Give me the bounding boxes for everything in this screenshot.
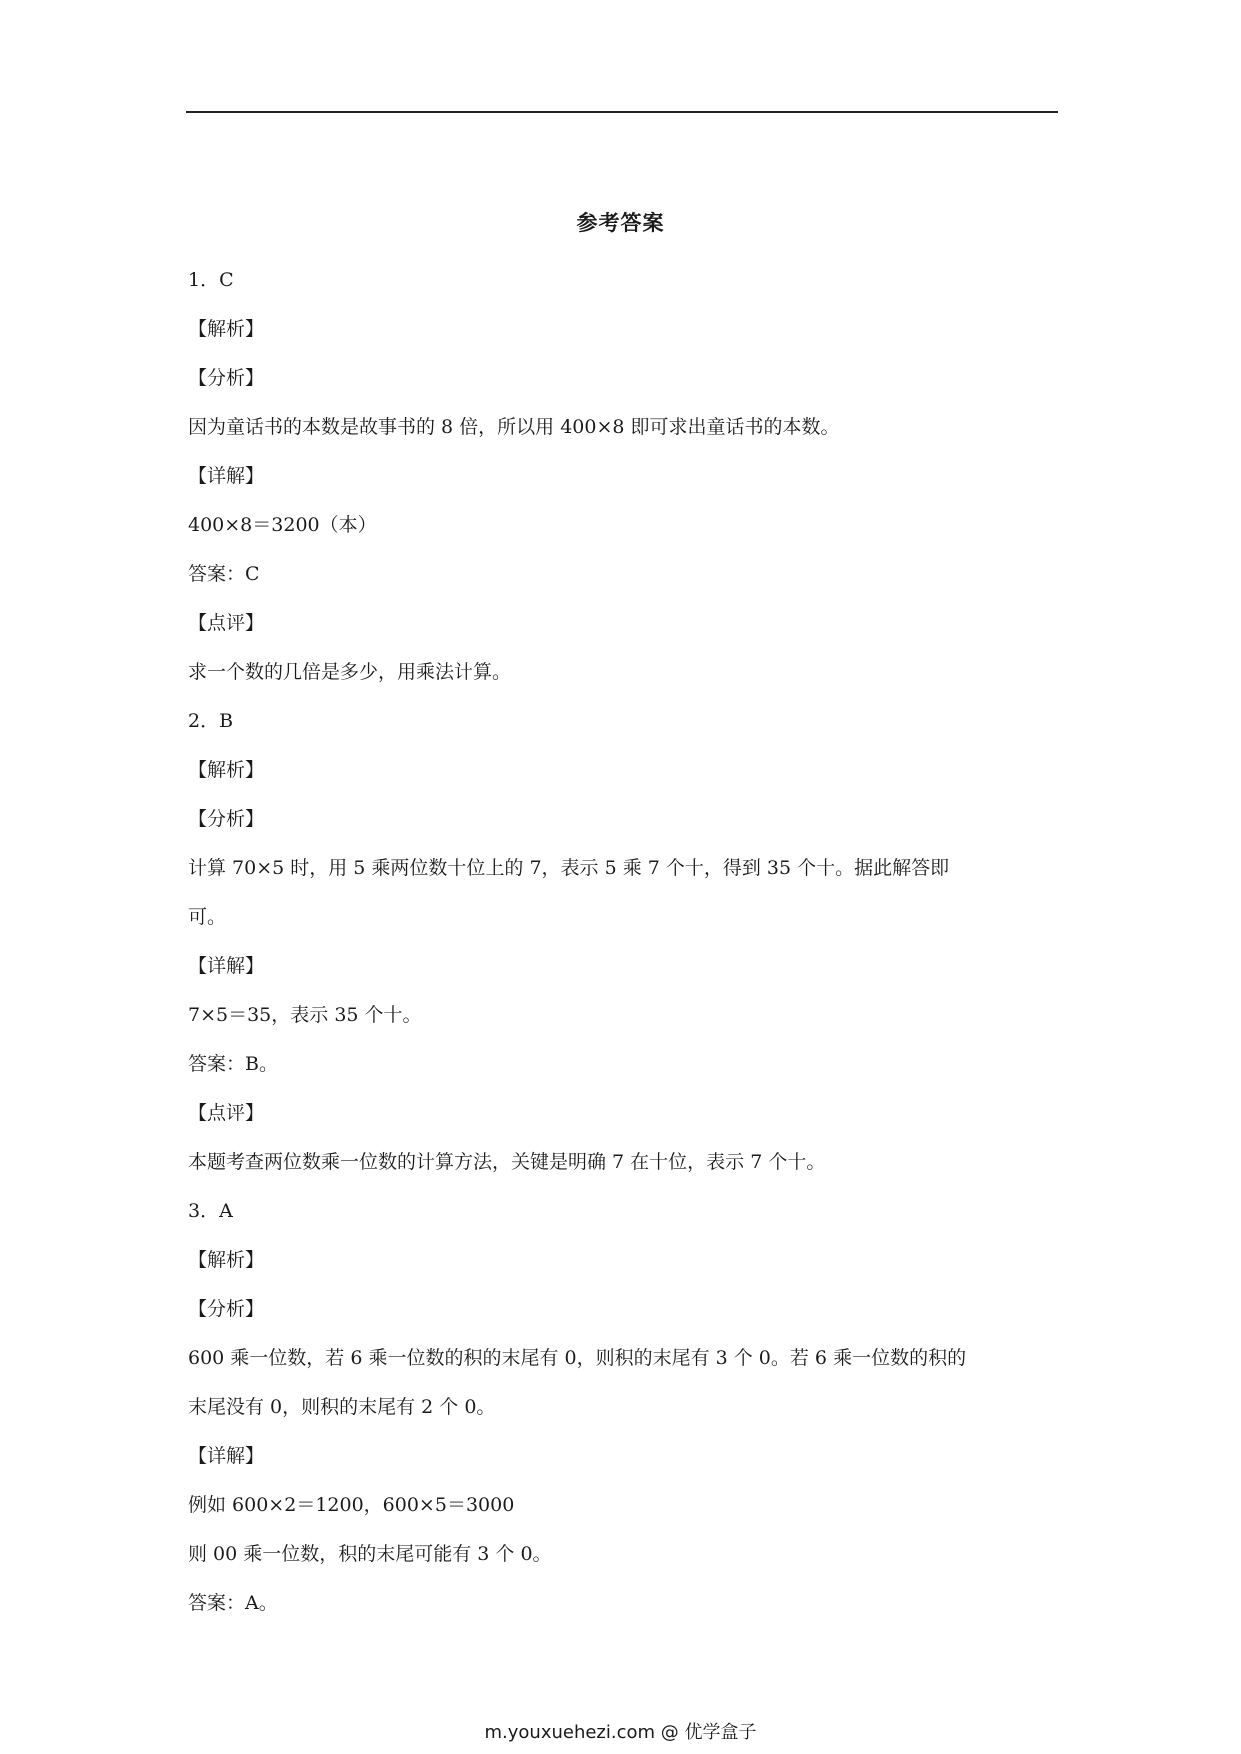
- answer-line: 7×5＝35，表示 35 个十。: [188, 1004, 422, 1026]
- answer-line: 【详解】: [188, 1445, 265, 1467]
- answer-line: 【点评】: [188, 1102, 265, 1124]
- answer-line: 【解析】: [188, 318, 265, 340]
- answer-line: 【分析】: [188, 1298, 265, 1320]
- answer-line: 【分析】: [188, 367, 265, 389]
- answer-line: 求一个数的几倍是多少，用乘法计算。: [188, 661, 512, 683]
- answer-line: 本题考查两位数乘一位数的计算方法，关键是明确 7 在十位，表示 7 个十。: [188, 1151, 826, 1173]
- answer-line: 【点评】: [188, 612, 265, 634]
- answer-line: 【解析】: [188, 759, 265, 781]
- answer-line: 1．C: [188, 269, 234, 291]
- answer-line: 2．B: [188, 710, 234, 732]
- answer-line: 600 乘一位数，若 6 乘一位数的积的末尾有 0，则积的末尾有 3 个 0。若 6 乘一位数的积的: [188, 1347, 967, 1369]
- answer-line: 3．A: [188, 1200, 233, 1222]
- answer-line: 则 00 乘一位数，积的末尾可能有 3 个 0。: [188, 1543, 552, 1565]
- answer-line: 可。: [188, 906, 227, 928]
- answer-line: 答案：B。: [188, 1053, 278, 1075]
- answer-line: 计算 70×5 时，用 5 乘两位数十位上的 7，表示 5 乘 7 个十，得到 35 个十。据此解答即: [188, 857, 950, 879]
- answer-line: 末尾没有 0，则积的末尾有 2 个 0。: [188, 1396, 496, 1418]
- header-rule: [186, 111, 1058, 113]
- page-title: 参考答案: [576, 211, 665, 235]
- answer-line: 【详解】: [188, 465, 265, 487]
- answer-line: 例如 600×2＝1200，600×5＝3000: [188, 1494, 515, 1516]
- footer-watermark: m.youxuehezi.com @ 优学盒子: [484, 1722, 757, 1743]
- answer-line: 因为童话书的本数是故事书的 8 倍，所以用 400×8 即可求出童话书的本数。: [188, 416, 840, 438]
- answer-line: 【详解】: [188, 955, 265, 977]
- answer-line: 400×8＝3200（本）: [188, 514, 377, 536]
- answer-line: 【分析】: [188, 808, 265, 830]
- answer-line: 【解析】: [188, 1249, 265, 1271]
- answer-line: 答案：A。: [188, 1592, 278, 1614]
- answer-line: 答案：C: [188, 563, 260, 585]
- answer-content: [188, 256, 1058, 1628]
